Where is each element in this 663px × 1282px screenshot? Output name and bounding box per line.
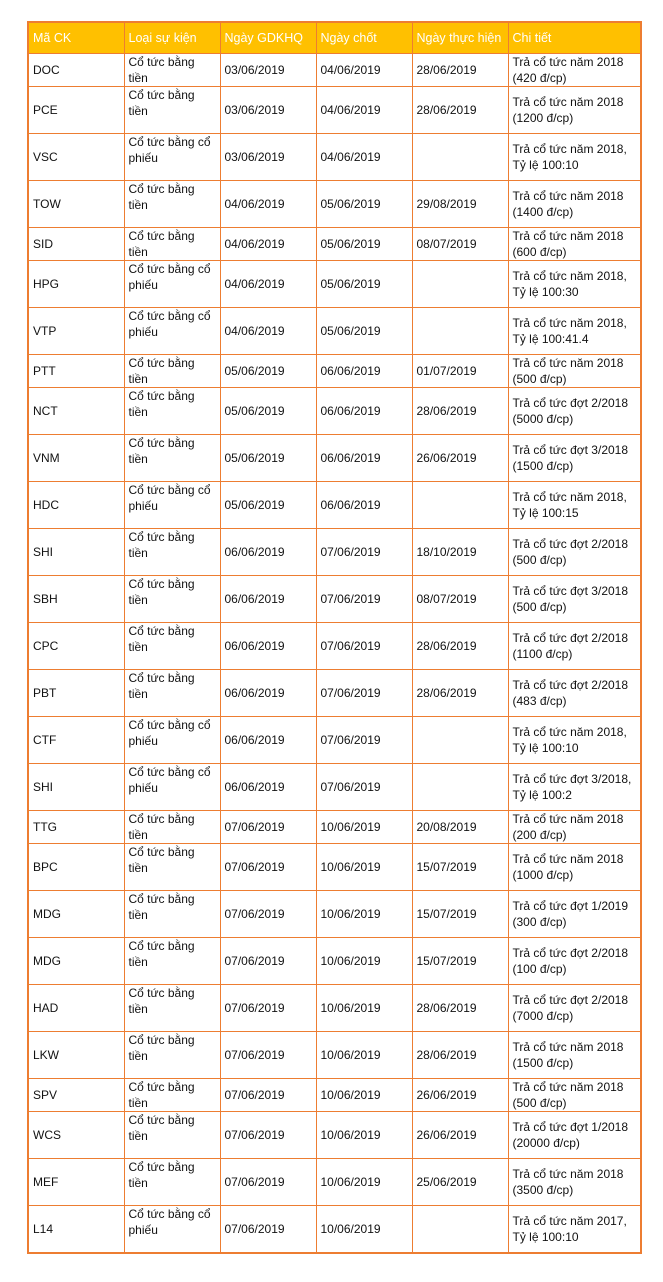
table-row <box>28 228 641 261</box>
detail-line-2: Tỷ lệ 100:15 <box>512 506 579 520</box>
table-row <box>28 134 641 181</box>
detail-line-2: (1400 đ/cp) <box>512 205 574 219</box>
detail-line-1: Trả cổ tức đợt 2/2018 <box>512 678 629 692</box>
cell-ngay-chot: 10/06/2019 <box>316 1112 412 1159</box>
cell-chi-tiet <box>508 228 641 261</box>
cell-ngay-thuc-hien <box>412 717 508 764</box>
cell-ngay-thuc-hien: 28/06/2019 <box>412 87 508 134</box>
detail-line-1: Trả cổ tức đợt 1/2018 <box>512 1120 629 1134</box>
detail-line-2: (1000 đ/cp) <box>512 868 574 882</box>
cell-loai-su-kien: Cổ tức bằng tiền <box>124 1032 220 1079</box>
table-row <box>28 308 641 355</box>
cell-ngay-gdkhq: 07/06/2019 <box>220 891 316 938</box>
cell-ngay-thuc-hien: 20/08/2019 <box>412 811 508 844</box>
cell-loai-su-kien: Cổ tức bằng cổ phiếu <box>124 261 220 308</box>
cell-chi-tiet <box>508 844 641 891</box>
cell-ma-ck: L14 <box>28 1206 124 1253</box>
cell-loai-su-kien: Cổ tức bằng tiền <box>124 891 220 938</box>
cell-ngay-gdkhq: 06/06/2019 <box>220 529 316 576</box>
cell-ma-ck: MDG <box>28 938 124 985</box>
table-row <box>28 181 641 228</box>
cell-ngay-gdkhq: 05/06/2019 <box>220 388 316 435</box>
detail-line-1: Trả cổ tức đợt 2/2018 <box>512 946 629 960</box>
cell-ngay-gdkhq: 07/06/2019 <box>220 938 316 985</box>
cell-loai-su-kien: Cổ tức bằng tiền <box>124 1112 220 1159</box>
detail-line-1: Trả cổ tức đợt 2/2018 <box>512 396 629 410</box>
header-ma-ck: Mã CK <box>28 22 124 54</box>
detail-line-1: Trả cổ tức năm 2018, <box>512 725 627 739</box>
cell-chi-tiet <box>508 529 641 576</box>
cell-ma-ck: DOC <box>28 54 124 87</box>
table-row <box>28 355 641 388</box>
detail-line-1: Trả cổ tức năm 2018 <box>512 95 624 109</box>
header-loai-su-kien: Loại sự kiện <box>124 22 220 54</box>
cell-ngay-thuc-hien: 28/06/2019 <box>412 670 508 717</box>
cell-chi-tiet <box>508 1159 641 1206</box>
cell-ngay-thuc-hien: 15/07/2019 <box>412 938 508 985</box>
cell-chi-tiet <box>508 388 641 435</box>
cell-chi-tiet <box>508 482 641 529</box>
cell-ngay-thuc-hien: 01/07/2019 <box>412 355 508 388</box>
cell-ngay-gdkhq: 04/06/2019 <box>220 181 316 228</box>
cell-ngay-gdkhq: 05/06/2019 <box>220 435 316 482</box>
cell-ngay-gdkhq: 07/06/2019 <box>220 1079 316 1112</box>
cell-ngay-gdkhq: 06/06/2019 <box>220 764 316 811</box>
cell-ma-ck: WCS <box>28 1112 124 1159</box>
cell-chi-tiet <box>508 181 641 228</box>
cell-loai-su-kien: Cổ tức bằng tiền <box>124 388 220 435</box>
detail-line-2: Tỷ lệ 100:41.4 <box>512 332 589 346</box>
table-row <box>28 1079 641 1112</box>
cell-ma-ck: LKW <box>28 1032 124 1079</box>
cell-loai-su-kien: Cổ tức bằng cổ phiếu <box>124 308 220 355</box>
detail-line-1: Trả cổ tức đợt 3/2018 <box>512 584 629 598</box>
cell-ma-ck: SBH <box>28 576 124 623</box>
cell-chi-tiet <box>508 87 641 134</box>
table-row <box>28 891 641 938</box>
cell-loai-su-kien: Cổ tức bằng cổ phiếu <box>124 482 220 529</box>
cell-chi-tiet <box>508 1112 641 1159</box>
cell-ma-ck: HDC <box>28 482 124 529</box>
cell-ngay-thuc-hien: 28/06/2019 <box>412 1032 508 1079</box>
detail-line-1: Trả cổ tức năm 2018 <box>512 1080 624 1094</box>
cell-ngay-chot: 10/06/2019 <box>316 891 412 938</box>
cell-ngay-thuc-hien: 25/06/2019 <box>412 1159 508 1206</box>
cell-ma-ck: VSC <box>28 134 124 181</box>
cell-ngay-chot: 04/06/2019 <box>316 54 412 87</box>
table-row <box>28 261 641 308</box>
cell-ngay-thuc-hien: 26/06/2019 <box>412 435 508 482</box>
cell-ngay-thuc-hien <box>412 764 508 811</box>
cell-ma-ck: BPC <box>28 844 124 891</box>
cell-ma-ck: PCE <box>28 87 124 134</box>
detail-line-2: Tỷ lệ 100:10 <box>512 741 579 755</box>
header-ngay-thuc-hien: Ngày thực hiện <box>412 22 508 54</box>
cell-ngay-gdkhq: 04/06/2019 <box>220 228 316 261</box>
cell-ngay-chot: 10/06/2019 <box>316 938 412 985</box>
table-row <box>28 764 641 811</box>
cell-ngay-gdkhq: 03/06/2019 <box>220 134 316 181</box>
cell-ngay-chot: 06/06/2019 <box>316 435 412 482</box>
header-chi-tiet: Chi tiết <box>508 22 641 54</box>
cell-chi-tiet <box>508 891 641 938</box>
table-row <box>28 623 641 670</box>
cell-ngay-thuc-hien: 29/08/2019 <box>412 181 508 228</box>
cell-ngay-gdkhq: 07/06/2019 <box>220 1159 316 1206</box>
cell-ngay-gdkhq: 04/06/2019 <box>220 308 316 355</box>
cell-chi-tiet <box>508 670 641 717</box>
cell-ngay-thuc-hien: 26/06/2019 <box>412 1112 508 1159</box>
cell-ngay-chot: 07/06/2019 <box>316 529 412 576</box>
cell-ma-ck: SPV <box>28 1079 124 1112</box>
detail-line-2: Tỷ lệ 100:10 <box>512 1229 579 1244</box>
detail-line-1: Trả cổ tức đợt 3/2018, <box>512 772 632 786</box>
cell-ngay-chot: 10/06/2019 <box>316 811 412 844</box>
cell-loai-su-kien: Cổ tức bằng tiền <box>124 54 220 87</box>
cell-ngay-chot: 04/06/2019 <box>316 134 412 181</box>
cell-ma-ck: HAD <box>28 985 124 1032</box>
cell-chi-tiet <box>508 1206 641 1253</box>
cell-loai-su-kien: Cổ tức bằng cổ phiếu <box>124 717 220 764</box>
cell-ngay-gdkhq: 06/06/2019 <box>220 576 316 623</box>
cell-chi-tiet <box>508 717 641 764</box>
table-body <box>28 54 641 1253</box>
detail-line-1: Trả cổ tức năm 2018 <box>512 55 624 69</box>
cell-ngay-thuc-hien: 18/10/2019 <box>412 529 508 576</box>
cell-ma-ck: TOW <box>28 181 124 228</box>
table-row <box>28 576 641 623</box>
detail-line-1: Trả cổ tức năm 2018 <box>512 189 624 203</box>
cell-loai-su-kien: Cổ tức bằng tiền <box>124 355 220 388</box>
detail-line-2: Tỷ lệ 100:2 <box>512 788 572 802</box>
table-row <box>28 985 641 1032</box>
cell-ma-ck: SID <box>28 228 124 261</box>
cell-loai-su-kien: Cổ tức bằng tiền <box>124 811 220 844</box>
cell-loai-su-kien: Cổ tức bằng tiền <box>124 87 220 134</box>
detail-line-2: (3500 đ/cp) <box>512 1183 574 1197</box>
cell-loai-su-kien: Cổ tức bằng cổ phiếu <box>124 1206 220 1253</box>
detail-line-2: (7000 đ/cp) <box>512 1009 574 1023</box>
detail-line-1: Trả cổ tức năm 2018, <box>512 142 627 156</box>
detail-line-1: Trả cổ tức đợt 3/2018 <box>512 443 629 457</box>
cell-ngay-gdkhq: 05/06/2019 <box>220 482 316 529</box>
cell-loai-su-kien: Cổ tức bằng tiền <box>124 435 220 482</box>
header-ngay-gdkhq: Ngày GDKHQ <box>220 22 316 54</box>
table-row <box>28 529 641 576</box>
detail-line-2: (1200 đ/cp) <box>512 111 574 125</box>
cell-ngay-thuc-hien: 28/06/2019 <box>412 985 508 1032</box>
cell-ngay-chot: 07/06/2019 <box>316 576 412 623</box>
table-row <box>28 54 641 87</box>
cell-ngay-chot: 07/06/2019 <box>316 670 412 717</box>
cell-ngay-chot: 06/06/2019 <box>316 355 412 388</box>
table-row <box>28 482 641 529</box>
cell-chi-tiet <box>508 623 641 670</box>
cell-ma-ck: CPC <box>28 623 124 670</box>
cell-ngay-gdkhq: 04/06/2019 <box>220 261 316 308</box>
cell-ngay-thuc-hien <box>412 134 508 181</box>
table-row <box>28 87 641 134</box>
detail-line-2: (1500 đ/cp) <box>512 1056 574 1070</box>
cell-ngay-thuc-hien: 08/07/2019 <box>412 228 508 261</box>
cell-ngay-thuc-hien <box>412 308 508 355</box>
detail-line-2: (420 đ/cp) <box>512 71 567 85</box>
cell-ngay-thuc-hien: 08/07/2019 <box>412 576 508 623</box>
dividend-events-table <box>27 21 642 1254</box>
detail-line-1: Trả cổ tức năm 2018 <box>512 1167 624 1181</box>
cell-ngay-gdkhq: 06/06/2019 <box>220 717 316 764</box>
cell-ma-ck: PBT <box>28 670 124 717</box>
cell-chi-tiet <box>508 938 641 985</box>
cell-ngay-thuc-hien: 28/06/2019 <box>412 54 508 87</box>
detail-line-2: (1100 đ/cp) <box>512 647 573 661</box>
detail-line-2: (5000 đ/cp) <box>512 412 574 426</box>
cell-ma-ck: SHI <box>28 764 124 811</box>
cell-ngay-chot: 10/06/2019 <box>316 1206 412 1253</box>
cell-ngay-thuc-hien: 26/06/2019 <box>412 1079 508 1112</box>
cell-ngay-chot: 05/06/2019 <box>316 181 412 228</box>
cell-loai-su-kien: Cổ tức bằng tiền <box>124 670 220 717</box>
table-row <box>28 844 641 891</box>
detail-line-1: Trả cổ tức năm 2018 <box>512 229 624 243</box>
detail-line-2: (200 đ/cp) <box>512 828 567 842</box>
cell-ma-ck: SHI <box>28 529 124 576</box>
cell-chi-tiet <box>508 54 641 87</box>
cell-ngay-thuc-hien <box>412 482 508 529</box>
cell-ngay-thuc-hien <box>412 1206 508 1253</box>
detail-line-2: (500 đ/cp) <box>512 553 567 567</box>
table-row <box>28 435 641 482</box>
cell-ngay-chot: 06/06/2019 <box>316 482 412 529</box>
cell-chi-tiet <box>508 1032 641 1079</box>
cell-loai-su-kien: Cổ tức bằng tiền <box>124 623 220 670</box>
detail-line-1: Trả cổ tức năm 2018 <box>512 356 624 370</box>
detail-line-1: Trả cổ tức năm 2018, <box>512 490 627 504</box>
table-row <box>28 1112 641 1159</box>
cell-ngay-thuc-hien <box>412 261 508 308</box>
cell-ngay-thuc-hien: 28/06/2019 <box>412 623 508 670</box>
cell-chi-tiet <box>508 811 641 844</box>
cell-chi-tiet <box>508 435 641 482</box>
cell-ngay-gdkhq: 07/06/2019 <box>220 811 316 844</box>
cell-loai-su-kien: Cổ tức bằng tiền <box>124 844 220 891</box>
cell-ngay-gdkhq: 07/06/2019 <box>220 985 316 1032</box>
cell-ngay-chot: 10/06/2019 <box>316 985 412 1032</box>
detail-line-1: Trả cổ tức đợt 2/2018 <box>512 537 629 551</box>
table-row <box>28 811 641 844</box>
table-header-row <box>28 22 641 54</box>
cell-ngay-gdkhq: 07/06/2019 <box>220 1032 316 1079</box>
cell-ma-ck: MEF <box>28 1159 124 1206</box>
cell-ngay-gdkhq: 07/06/2019 <box>220 844 316 891</box>
cell-chi-tiet <box>508 576 641 623</box>
cell-ma-ck: TTG <box>28 811 124 844</box>
cell-ma-ck: NCT <box>28 388 124 435</box>
cell-ngay-gdkhq: 07/06/2019 <box>220 1112 316 1159</box>
detail-line-2: (600 đ/cp) <box>512 245 567 259</box>
cell-chi-tiet <box>508 355 641 388</box>
cell-ngay-gdkhq: 06/06/2019 <box>220 670 316 717</box>
table-row <box>28 717 641 764</box>
detail-line-2: (500 đ/cp) <box>512 600 567 614</box>
detail-line-1: Trả cổ tức đợt 1/2019 <box>512 899 629 913</box>
cell-ma-ck: HPG <box>28 261 124 308</box>
detail-line-2: (500 đ/cp) <box>512 372 567 386</box>
cell-ngay-chot: 07/06/2019 <box>316 623 412 670</box>
cell-ma-ck: CTF <box>28 717 124 764</box>
cell-chi-tiet <box>508 1079 641 1112</box>
cell-ngay-chot: 10/06/2019 <box>316 1079 412 1112</box>
cell-loai-su-kien: Cổ tức bằng cổ phiếu <box>124 764 220 811</box>
table-row <box>28 388 641 435</box>
cell-ngay-chot: 10/06/2019 <box>316 844 412 891</box>
cell-ma-ck: VTP <box>28 308 124 355</box>
cell-ngay-chot: 05/06/2019 <box>316 228 412 261</box>
detail-line-1: Trả cổ tức đợt 2/2018 <box>512 631 629 645</box>
cell-ngay-gdkhq: 05/06/2019 <box>220 355 316 388</box>
detail-line-1: Trả cổ tức năm 2018 <box>512 852 624 866</box>
detail-line-2: Tỷ lệ 100:30 <box>512 285 579 299</box>
cell-loai-su-kien: Cổ tức bằng tiền <box>124 181 220 228</box>
cell-ngay-chot: 06/06/2019 <box>316 388 412 435</box>
table-row <box>28 1159 641 1206</box>
cell-ngay-chot: 10/06/2019 <box>316 1032 412 1079</box>
cell-loai-su-kien: Cổ tức bằng tiền <box>124 529 220 576</box>
table-row <box>28 1032 641 1079</box>
cell-loai-su-kien: Cổ tức bằng tiền <box>124 576 220 623</box>
cell-ngay-chot: 05/06/2019 <box>316 261 412 308</box>
detail-line-1: Trả cổ tức năm 2018, <box>512 269 627 283</box>
cell-ngay-gdkhq: 07/06/2019 <box>220 1206 316 1253</box>
cell-loai-su-kien: Cổ tức bằng tiền <box>124 1159 220 1206</box>
cell-chi-tiet <box>508 764 641 811</box>
cell-ngay-chot: 05/06/2019 <box>316 308 412 355</box>
cell-ngay-chot: 04/06/2019 <box>316 87 412 134</box>
header-ngay-chot: Ngày chốt <box>316 22 412 54</box>
cell-chi-tiet <box>508 308 641 355</box>
cell-loai-su-kien: Cổ tức bằng cổ phiếu <box>124 134 220 181</box>
cell-ngay-thuc-hien: 15/07/2019 <box>412 891 508 938</box>
table-row <box>28 670 641 717</box>
cell-ngay-gdkhq: 03/06/2019 <box>220 54 316 87</box>
detail-line-2: (500 đ/cp) <box>512 1096 567 1110</box>
cell-loai-su-kien: Cổ tức bằng tiền <box>124 1079 220 1112</box>
cell-ma-ck: PTT <box>28 355 124 388</box>
cell-ngay-gdkhq: 03/06/2019 <box>220 87 316 134</box>
cell-loai-su-kien: Cổ tức bằng tiền <box>124 938 220 985</box>
detail-line-1: Trả cổ tức năm 2018, <box>512 316 627 330</box>
cell-ma-ck: VNM <box>28 435 124 482</box>
cell-ngay-chot: 07/06/2019 <box>316 717 412 764</box>
detail-line-2: (100 đ/cp) <box>512 962 567 976</box>
cell-ngay-thuc-hien: 15/07/2019 <box>412 844 508 891</box>
detail-line-2: (483 đ/cp) <box>512 694 567 708</box>
cell-chi-tiet <box>508 134 641 181</box>
table-row <box>28 1206 641 1253</box>
cell-ngay-chot: 10/06/2019 <box>316 1159 412 1206</box>
detail-line-1: Trả cổ tức đợt 2/2018 <box>512 993 629 1007</box>
cell-ma-ck: MDG <box>28 891 124 938</box>
detail-line-2: Tỷ lệ 100:10 <box>512 158 579 172</box>
detail-line-1: Trả cổ tức năm 2018 <box>512 812 624 826</box>
detail-line-1: Trả cổ tức năm 2017, <box>512 1213 627 1228</box>
table-row <box>28 938 641 985</box>
cell-ngay-gdkhq: 06/06/2019 <box>220 623 316 670</box>
cell-ngay-thuc-hien: 28/06/2019 <box>412 388 508 435</box>
cell-loai-su-kien: Cổ tức bằng tiền <box>124 985 220 1032</box>
detail-line-2: (1500 đ/cp) <box>512 459 574 473</box>
cell-chi-tiet <box>508 261 641 308</box>
cell-loai-su-kien: Cổ tức bằng tiền <box>124 228 220 261</box>
cell-ngay-chot: 07/06/2019 <box>316 764 412 811</box>
detail-line-1: Trả cổ tức năm 2018 <box>512 1040 624 1054</box>
cell-chi-tiet <box>508 985 641 1032</box>
detail-line-2: (300 đ/cp) <box>512 915 567 929</box>
detail-line-2: (20000 đ/cp) <box>512 1136 580 1150</box>
